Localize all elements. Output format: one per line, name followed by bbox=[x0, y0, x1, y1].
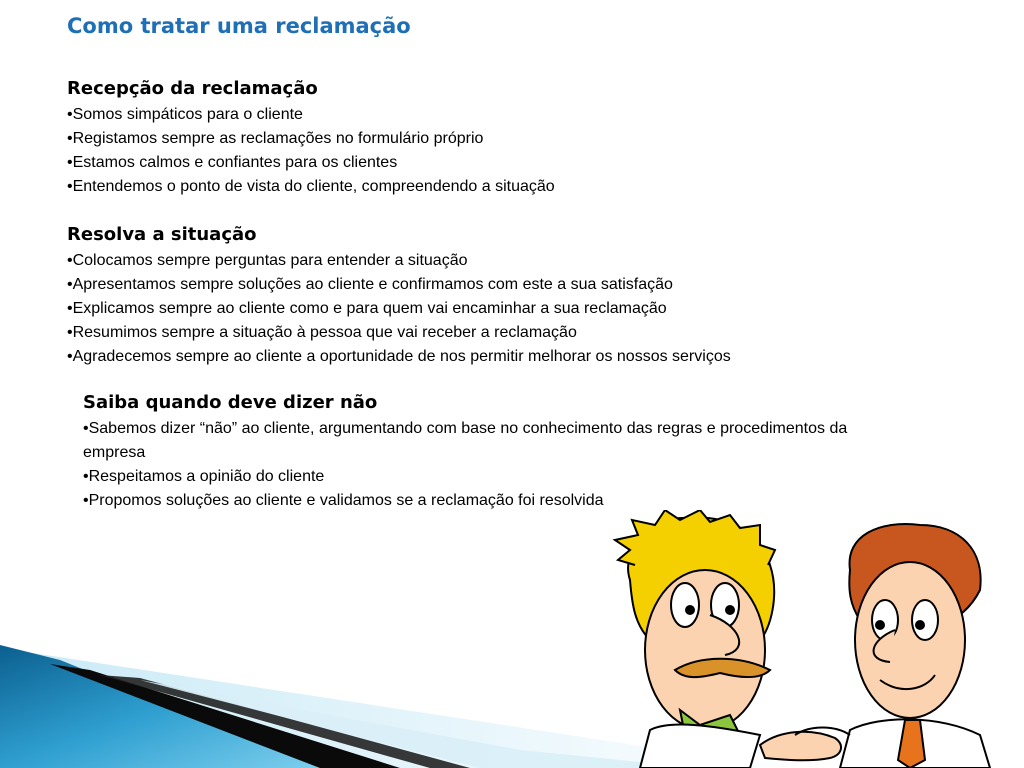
handshake-cartoon-illustration bbox=[610, 510, 1010, 768]
section-resolve bbox=[67, 223, 947, 369]
bullet-item: •Sabemos dizer “não” ao cliente, argumentando com base no conhecimento das regras e procedimentos da empresa bbox=[83, 420, 848, 461]
handshake-hands bbox=[760, 728, 850, 761]
section-heading: Recepção da reclamação bbox=[67, 78, 318, 99]
bullet-item: •Entendemos o ponto de vista do cliente, compreendendo a situação bbox=[67, 178, 555, 195]
section-heading: Saiba quando deve dizer não bbox=[83, 392, 378, 413]
brown-hair-man-figure bbox=[840, 524, 990, 768]
bullet-item: •Colocamos sempre perguntas para entender a situação bbox=[67, 252, 468, 269]
bullet-list bbox=[67, 249, 947, 369]
section-say-no bbox=[83, 391, 883, 513]
bullet-item: •Apresentamos sempre soluções ao cliente e confirmamos com este a sua satisfação bbox=[67, 276, 673, 293]
bullet-list bbox=[83, 417, 883, 513]
bullet-item: •Explicamos sempre ao cliente como e para quem vai encaminhar a sua reclamação bbox=[67, 300, 667, 317]
bullet-item: •Resumimos sempre a situação à pessoa que vai receber a reclamação bbox=[67, 324, 577, 341]
bullet-item: •Respeitamos a opinião do cliente bbox=[83, 468, 325, 485]
slide-title: Como tratar uma reclamação bbox=[67, 14, 411, 38]
bullet-item: •Registamos sempre as reclamações no formulário próprio bbox=[67, 130, 484, 147]
bullet-item: •Propomos soluções ao cliente e validamos se a reclamação foi resolvida bbox=[83, 492, 604, 509]
bullet-item: •Estamos calmos e confiantes para os clientes bbox=[67, 154, 398, 171]
bullet-item: •Agradecemos sempre ao cliente a oportunidade de nos permitir melhorar os nossos serviços bbox=[67, 348, 731, 365]
section-reception bbox=[67, 77, 947, 199]
bullet-item: •Somos simpáticos para o cliente bbox=[67, 106, 303, 123]
bullet-list bbox=[67, 103, 947, 199]
blond-man-figure bbox=[615, 510, 775, 768]
section-heading: Resolva a situação bbox=[67, 224, 257, 245]
